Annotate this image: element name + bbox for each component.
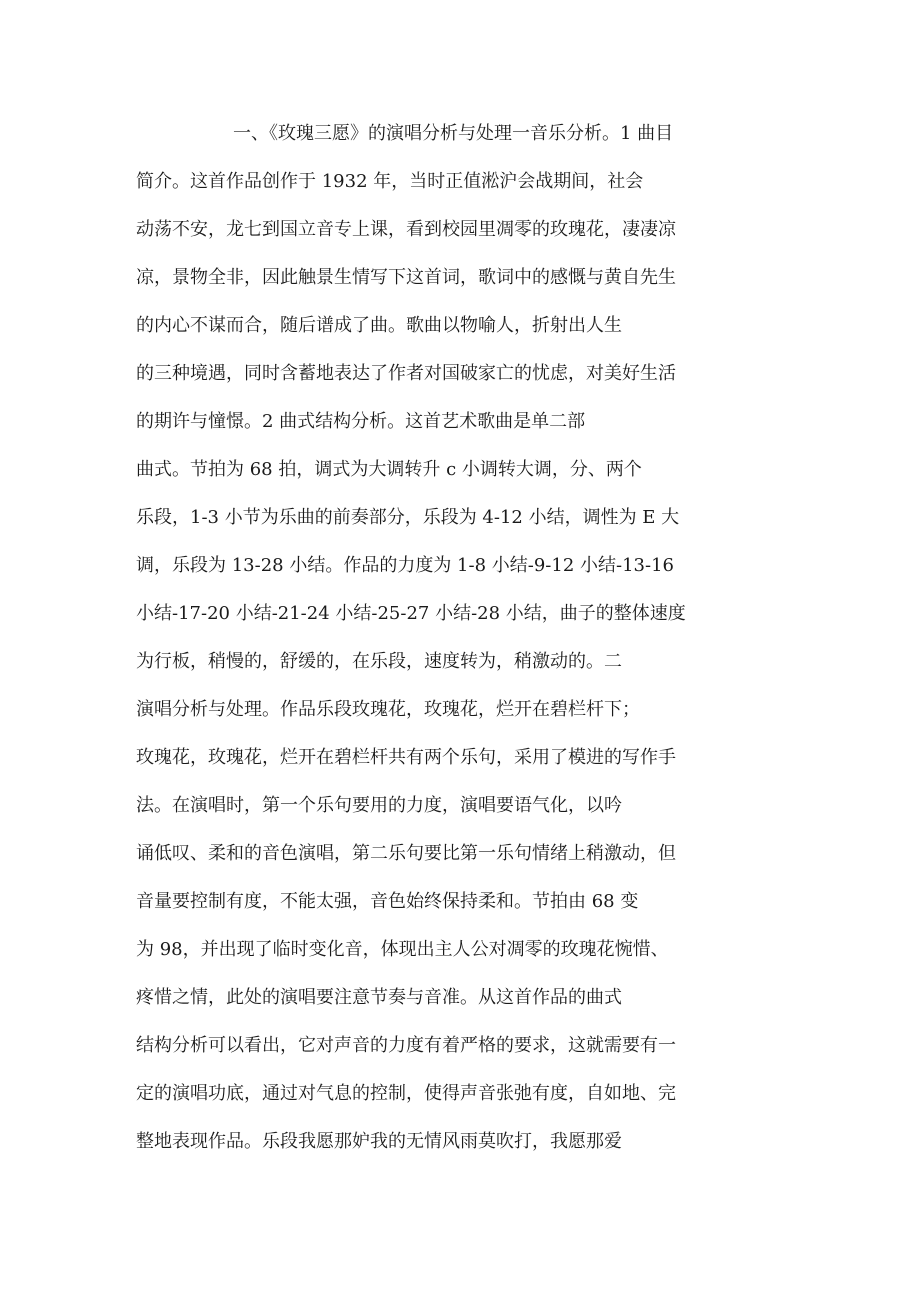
text-line-22: 整地表现作品。乐段我愿那妒我的无情风雨莫吹打，我愿那爱 <box>136 1131 622 1152</box>
text-line-15: 法。在演唱时，第一个乐句要用的力度，演唱要语气化，以吟 <box>136 795 622 816</box>
text-line-12: 为行板，稍慢的，舒缓的，在乐段，速度转为，稍激动的。二 <box>136 651 622 672</box>
text-line-4: 凉，景物全非，因此触景生情写下这首词，歌词中的感慨与黄自先生 <box>136 267 676 288</box>
text-line-17: 音量要控制有度，不能太强，音色始终保持柔和。节拍由 68 变 <box>136 891 639 912</box>
text-line-5: 的内心不谋而合，随后谱成了曲。歌曲以物喻人，折射出人生 <box>136 315 622 336</box>
text-line-3: 动荡不安，龙七到国立音专上课，看到校园里凋零的玫瑰花，凄凄凉 <box>136 219 676 240</box>
text-line-18: 为 98，并出现了临时变化音，体现出主人公对凋零的玫瑰花惋惜、 <box>136 939 669 960</box>
text-line-11: 小结-17-20 小结-21-24 小结-25-27 小结-28 小结，曲子的整体速度 <box>136 603 686 624</box>
text-line-20: 结构分析可以看出，它对声音的力度有着严格的要求，这就需要有一 <box>136 1035 676 1056</box>
text-line-2: 简介。这首作品创作于 1932 年，当时正值淞沪会战期间，社会 <box>136 171 644 192</box>
text-line-14: 玫瑰花，玫瑰花，烂开在碧栏杆共有两个乐句，采用了模进的写作手 <box>136 747 676 768</box>
text-line-19: 疼惜之情，此处的演唱要注意节奏与音准。从这首作品的曲式 <box>136 987 622 1008</box>
text-line-8: 曲式。节拍为 68 拍，调式为大调转升 c 小调转大调，分、两个 <box>136 459 642 480</box>
text-line-1: 一、《玫瑰三愿》的演唱分析与处理一音乐分析。1 曲目 <box>233 123 674 144</box>
text-line-6: 的三种境遇，同时含蓄地表达了作者对国破家亡的忧虑，对美好生活 <box>136 363 676 384</box>
text-line-7: 的期许与憧憬。2 曲式结构分析。这首艺术歌曲是单二部 <box>136 411 586 432</box>
text-line-13: 演唱分析与处理。作品乐段玫瑰花，玫瑰花，烂开在碧栏杆下； <box>136 699 640 720</box>
text-line-16: 诵低叹、柔和的音色演唱，第二乐句要比第一乐句情绪上稍激动，但 <box>136 843 676 864</box>
text-line-21: 定的演唱功底，通过对气息的控制，使得声音张弛有度，自如地、完 <box>136 1083 676 1104</box>
text-line-10: 调，乐段为 13-28 小结。作品的力度为 1-8 小结-9-12 小结-13-16 <box>136 555 674 576</box>
text-line-9: 乐段，1-3 小节为乐曲的前奏部分，乐段为 4-12 小结，调性为 E 大 <box>136 507 680 528</box>
